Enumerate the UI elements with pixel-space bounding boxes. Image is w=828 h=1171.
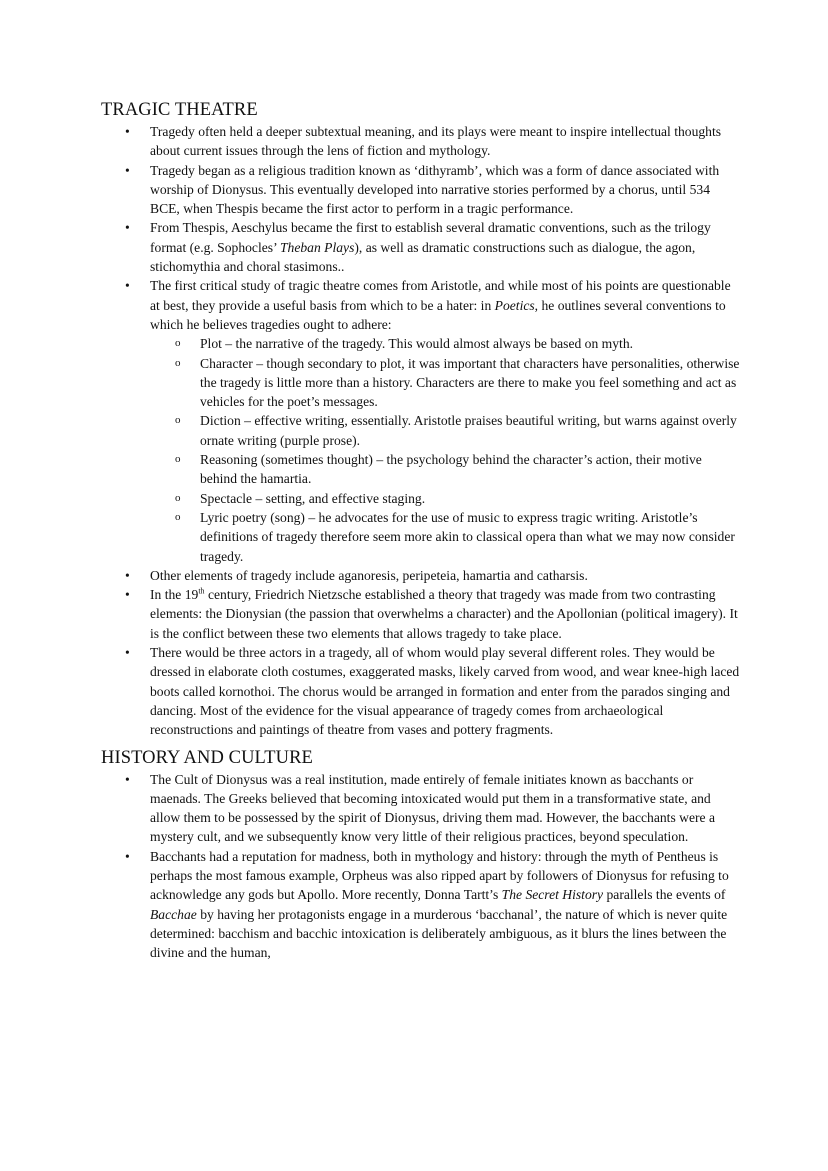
list-item: • The Cult of Dionysus was a real institution, made entirely of female initiates known as bacchants or maenads. The Greeks believed that becoming intoxicated would put them in a transformative state, and allow them to be possessed by the spirit of Dionysus, driving them mad. However, the bacchants were a mystery cult, and we subsequently know very little of their religious practices, beyond speculation.: [125, 771, 715, 845]
sub-bullet-marker: o: [175, 491, 181, 504]
bullet-marker: •: [125, 567, 130, 583]
bullet-marker: •: [125, 645, 130, 661]
sub-list-item: o Spectacle – setting, and effective staging.: [150, 489, 741, 508]
list-item: • There would be three actors in a tragedy, all of whom would play several different roles. They would be dressed in elaborate cloth costumes, exaggerated masks, likely carved from wood, and wear knee-high laced boots called kornothoi. The chorus would be arranged in formation and enter from the parados singing and dancing. Most of the evidence for the visual appearance of tragedy comes from archaeological reconstructions and paintings of theatre from vases and pottery fragments.: [125, 645, 740, 738]
list-item: • In the 19th century, Friedrich Nietzsche established a theory that tragedy was made from two contrasting elements: the Dionysian (the passion that overwhelms a character) and the Apollonian (political imagery). It is the conflict between these two elements that allows tragedy to take place.: [125, 586, 738, 641]
sub-bullet-marker: o: [175, 453, 181, 466]
tragic-theatre-list: [101, 122, 741, 740]
sub-bullet-marker: o: [175, 337, 181, 350]
sub-list-item: o Diction – effective writing, essentially. Aristotle praises beautiful writing, but warns against overly ornate writing (purple prose).: [175, 413, 737, 448]
aristotle-conventions-list: [150, 334, 741, 566]
sub-list-item: o Plot – the narrative of the tragedy. This would almost always be based on myth.: [150, 334, 741, 353]
sub-bullet-marker: o: [175, 356, 181, 369]
history-culture-list: [101, 770, 741, 963]
bullet-marker: •: [125, 848, 130, 864]
section-heading-history-culture: HISTORY AND CULTURE: [101, 747, 313, 768]
sub-list-item: o Reasoning (sometimes thought) – the psychology behind the character’s action, their motive behind the hamartia.: [175, 452, 702, 487]
list-item: • Tragedy often held a deeper subtextual meaning, and its plays were meant to inspire intellectual thoughts about current issues through the lens of fiction and mythology.: [125, 124, 722, 159]
bullet-marker: •: [125, 124, 130, 139]
bullet-marker: •: [125, 587, 130, 603]
section-heading-tragic-theatre: TRAGIC THEATRE: [101, 100, 258, 120]
list-item: • The first critical study of tragic theatre comes from Aristotle, and while most of his points are questionable at best, they provide a useful basis from which to be a hater: in Poetics, he outlines several conventions to which he believes tragedies ought to adhere: o Plot – the narrative of the tragedy. This would almost always be based on myth. o Character – though secondary to plot, it was important that characters have personalities, otherwise the tragedy is little more than a history. Characters are there to make you feel something and act as vehicles for the poet’s messages. o Diction – effective writing, essentially. Aristotle praises beautiful writing, but warns against overly ornate writing (purple prose). o Reasoning (sometimes thought) – the psychology behind the character’s action, their motive behind the hamartia. o Spectacle – setting, and effective staging. o Lyric poetry (song) – he advocates for the use of music to express tragic writing. Aristotle’s definitions of tragedy therefore seem more akin to classical opera than what we may now consider tragedy.: [101, 276, 741, 565]
list-item: • Tragedy began as a religious tradition known as ‘dithyramb’, which was a form of dance associated with worship of Dionysus. This eventually developed into narrative stories performed by a chorus, until 534 BCE, when Thespis became the first actor to perform in a tragic performance.: [125, 162, 720, 217]
list-item: • Other elements of tragedy include aganoresis, peripeteia, hamartia and catharsis.: [101, 566, 741, 585]
list-item: • From Thespis, Aeschylus became the first to establish several dramatic conventions, such as the trilogy format (e.g. Sophocles’ Theban Plays), as well as dramatic constructions such as dialogue, the agon, stichomythia and choral stasimons..: [125, 220, 711, 275]
list-item: • Bacchants had a reputation for madness, both in mythology and history: through the myth of Pentheus is perhaps the most famous example, Orpheus was also ripped apart by followers of Dionysus for refusing to acknowledge any gods but Apollo. More recently, Donna Tartt’s The Secret History parallels the events of Bacchae by having her protagonists engage in a murderous ‘bacchanal’, the nature of which is never quite determined: bacchism and bacchic intoxication is deliberately ambiguous, as it blurs the lines between the divine and the human,: [125, 848, 729, 961]
sub-list-item: o Character – though secondary to plot, it was important that characters have personalities, otherwise the tragedy is little more than a history. Characters are there to make you feel something and act as vehicles for the poet’s messages.: [175, 355, 740, 410]
bullet-marker: •: [125, 771, 130, 787]
sub-bullet-marker: o: [175, 510, 181, 523]
sub-list-item: o Lyric poetry (song) – he advocates for the use of music to express tragic writing. Aristotle’s definitions of tragedy therefore seem more akin to classical opera than what we may now consider tragedy.: [175, 509, 735, 564]
document-content: [101, 98, 741, 962]
bullet-marker: •: [125, 220, 130, 236]
sub-bullet-marker: o: [175, 414, 181, 427]
bullet-marker: •: [125, 278, 130, 294]
bullet-marker: •: [125, 162, 130, 178]
